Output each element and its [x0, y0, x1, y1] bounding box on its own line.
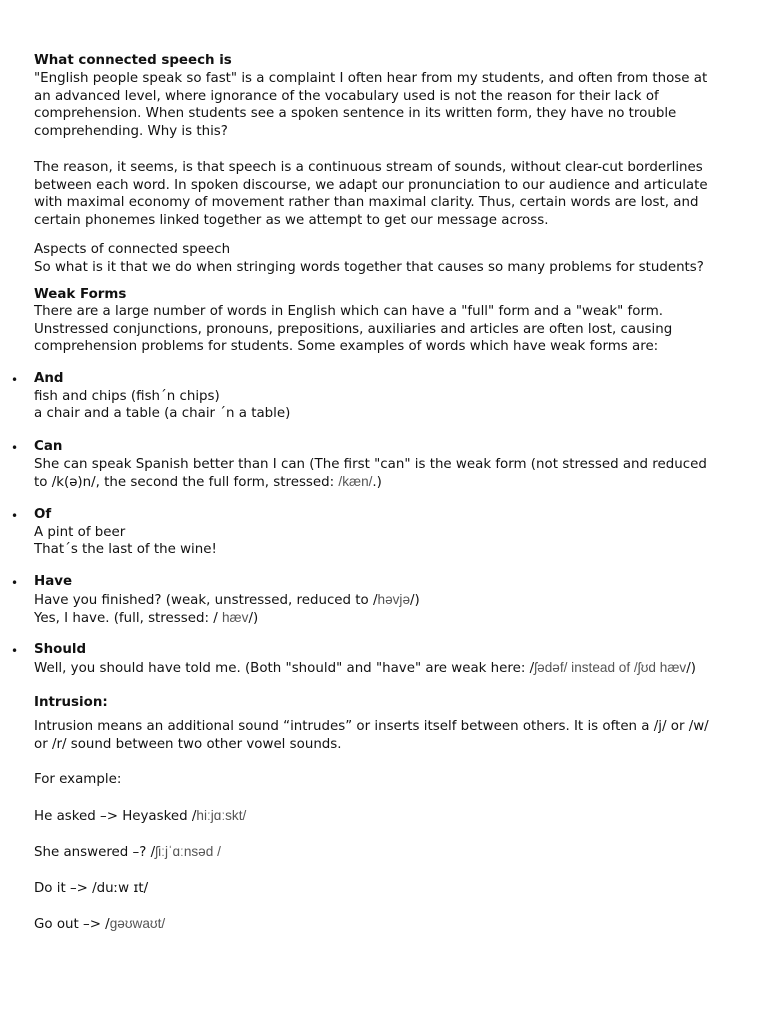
text-line: or /r/ sound between two other vowel sounds.	[34, 736, 342, 752]
text-line: certain phonemes linked together as we attempt to get our message across.	[34, 212, 549, 228]
bullet-icon: •	[11, 441, 19, 455]
intro-paragraph-1	[34, 70, 734, 140]
text-span: Have you finished? (weak, unstressed, reduced to /	[34, 592, 378, 608]
text-span: Do it –> /duːw ɪt/	[34, 881, 149, 896]
text-line: comprehension problems for students. Some examples of words which have weak forms are:	[34, 339, 659, 355]
text-line	[34, 609, 734, 628]
list-item-title: Can	[34, 439, 63, 454]
text-line: Intrusion means an additional sound “intrudes” or inserts itself between others. It is often a /j/ or /w/	[34, 719, 709, 734]
list-item-title: Of	[34, 507, 52, 522]
text-line: with maximal economy of movement rather than maximal clarity. Thus, certain words are lost, and	[34, 195, 699, 211]
list-item-should	[34, 641, 734, 677]
text-line: Aspects of connected speech	[34, 242, 231, 257]
text-line: comprehension. When students see a spoken sentence in its written form, they have no trouble	[34, 106, 677, 122]
text-line: She can speak Spanish better than I can (The first "can" is the weak form (not stressed and reduced	[34, 456, 707, 472]
text-span: to /k(ə)n/, the second the full form, stressed:	[34, 475, 339, 491]
list-item-title: And	[34, 371, 64, 386]
list-item-can	[34, 438, 734, 492]
phonetic-transcription: hæv	[221, 610, 249, 626]
text-line: There are a large number of words in English which can have a "full" form and a "weak" form.	[34, 304, 664, 319]
text-line: That´s the last of the wine!	[34, 542, 217, 558]
aspects-paragraph	[34, 241, 734, 276]
bullet-icon: •	[11, 644, 19, 658]
list-item-title: Have	[34, 574, 73, 589]
bullet-icon: •	[11, 576, 19, 590]
heading-weak-forms: Weak Forms	[34, 287, 127, 302]
text-line: Unstressed conjunctions, pronouns, prepositions, auxiliaries and articles are often lost, causing	[34, 321, 673, 337]
text-line: A pint of beer	[34, 524, 126, 540]
for-example-label: For example:	[34, 772, 122, 787]
heading-connected-speech: What connected speech is	[34, 53, 232, 68]
text-span: Yes, I have. (full, stressed: /	[34, 611, 222, 627]
text-line: fish and chips (fish´n chips)	[34, 388, 220, 404]
text-line	[34, 591, 734, 610]
text-line	[34, 473, 734, 492]
phonetic-transcription: gəʊwaʊt/	[109, 916, 166, 931]
text-span: .)	[372, 475, 382, 491]
example-line	[34, 843, 734, 862]
text-line: "English people speak so fast" is a complaint I often hear from my students, and often from those at	[34, 71, 708, 86]
list-item-title: Should	[34, 642, 87, 657]
text-span: /)	[248, 611, 259, 627]
phonetic-transcription: /kæn/	[338, 474, 373, 490]
phonetic-transcription: həvjə	[377, 591, 411, 607]
text-line: The reason, it seems, is that speech is a continuous stream of sounds, without clear-cut borderlines	[34, 160, 703, 175]
text-line: a chair and a table (a chair ´n a table)	[34, 406, 291, 422]
example-line	[34, 879, 734, 898]
example-line	[34, 915, 734, 934]
text-span: /)	[686, 660, 696, 676]
phonetic-transcription: ʃiːjˈɑːnsəd /	[155, 844, 221, 859]
phonetic-transcription: hiːjɑːskt/	[196, 808, 247, 823]
intro-paragraph-2	[34, 159, 734, 229]
bullet-icon: •	[11, 373, 19, 387]
list-item-have	[34, 573, 734, 628]
example-line	[34, 807, 734, 826]
weak-forms-paragraph	[34, 303, 734, 356]
text-span: She answered –? /	[34, 845, 156, 860]
text-line: between each word. In spoken discourse, we adapt our pronunciation to our audience and articulate	[34, 177, 708, 193]
text-span: /)	[410, 592, 420, 608]
text-span: He asked –> Heyasked /	[34, 809, 197, 824]
text-line: comprehending. Why is this?	[34, 123, 228, 139]
text-span: Go out –> /	[34, 917, 110, 932]
text-line	[34, 659, 734, 678]
list-item-of	[34, 506, 734, 559]
text-span: Well, you should have told me. (Both "should" and "have" are weak here: /	[34, 660, 535, 676]
intrusion-paragraph	[34, 718, 734, 753]
heading-intrusion: Intrusion:	[34, 695, 108, 710]
text-line: an advanced level, where ignorance of the vocabulary used is not the reason for their lack of	[34, 88, 659, 104]
phonetic-transcription: ʃədəf/ instead of /ʃʊd hæv	[534, 659, 687, 675]
list-item-and	[34, 370, 734, 423]
bullet-icon: •	[11, 509, 19, 523]
text-line: So what is it that we do when stringing words together that causes so many problems for students?	[34, 259, 704, 275]
